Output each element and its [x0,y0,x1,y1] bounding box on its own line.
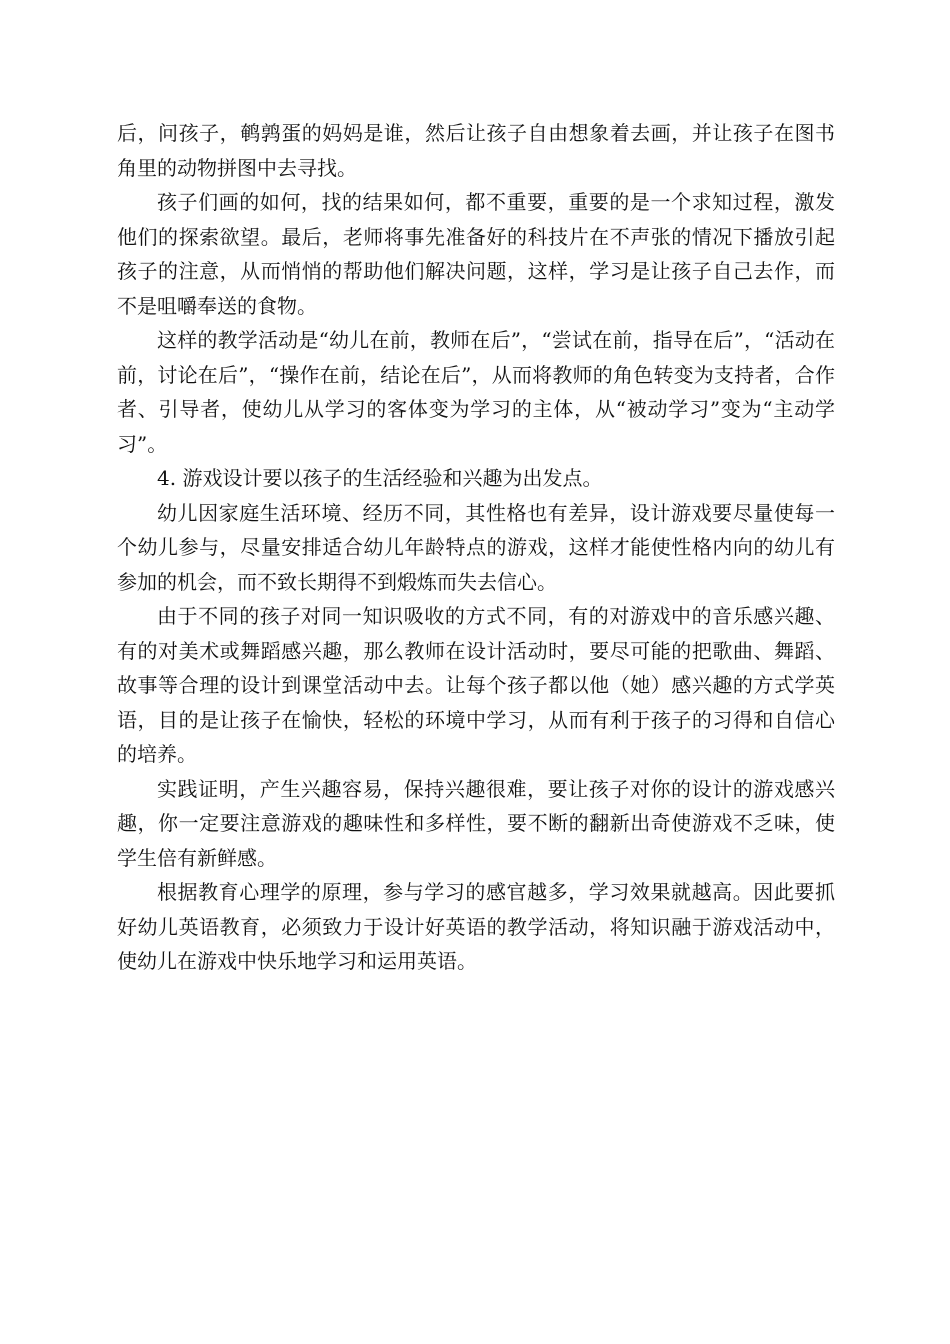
paragraph-continuation: 后，问孩子，鹌鹑蛋的妈妈是谁，然后让孩子自由想象着去画，并让孩子在图书角里的动物拼图中去寻找。 [117,121,835,180]
paragraph: 根据教育心理学的原理，参与学习的感官越多，学习效果就越高。因此要抓好幼儿英语教育，必须致力于设计好英语的教学活动，将知识融于游戏活动中，使幼儿在游戏中快乐地学习和运用英语。 [117,880,835,973]
paragraph: 幼儿因家庭生活环境、经历不同，其性格也有差异，设计游戏要尽量使每一个幼儿参与，尽量安排适合幼儿年龄特点的游戏，这样才能使性格内向的幼儿有参加的机会，而不致长期得不到煅炼而失去信心。 [117,500,835,594]
paragraph: 由于不同的孩子对同一知识吸收的方式不同，有的对游戏中的音乐感兴趣、有的对美术或舞蹈感兴趣，那么教师在设计活动时，要尽可能的把歌曲、舞蹈、故事等合理的设计到课堂活动中去。让每个孩子都以他（她）感兴趣的方式学英语，目的是让孩子在愉快，轻松的环境中学习，从而有利于孩子的习得和自信心的培养。 [117,604,835,766]
section-heading: 4. 游戏设计要以孩子的生活经验和兴趣为出发点。 [157,466,603,490]
paragraph: 这样的教学活动是“幼儿在前，教师在后”，“尝试在前，指导在后”，“活动在前，讨论在后”，“操作在前，结论在后”，从而将教师的角色转变为支持者，合作者、引导者，使幼儿从学习的客体变为学习的主体，从“被动学习”变为“主动学习”。 [117,328,835,456]
paragraph: 实践证明，产生兴趣容易，保持兴趣很难，要让孩子对你的设计的游戏感兴趣，你一定要注意游戏的趣味性和多样性，要不断的翻新出奇使游戏不乏味，使学生倍有新鲜感。 [117,776,835,870]
document-body [117,116,835,979]
paragraph: 孩子们画的如何，找的结果如何，都不重要，重要的是一个求知过程，激发他们的探索欲望。最后，老师将事先准备好的科技片在不声张的情况下播放引起孩子的注意，从而悄悄的帮助他们解决问题，这样，学习是让孩子自己去作，而不是咀嚼奉送的食物。 [117,190,835,318]
